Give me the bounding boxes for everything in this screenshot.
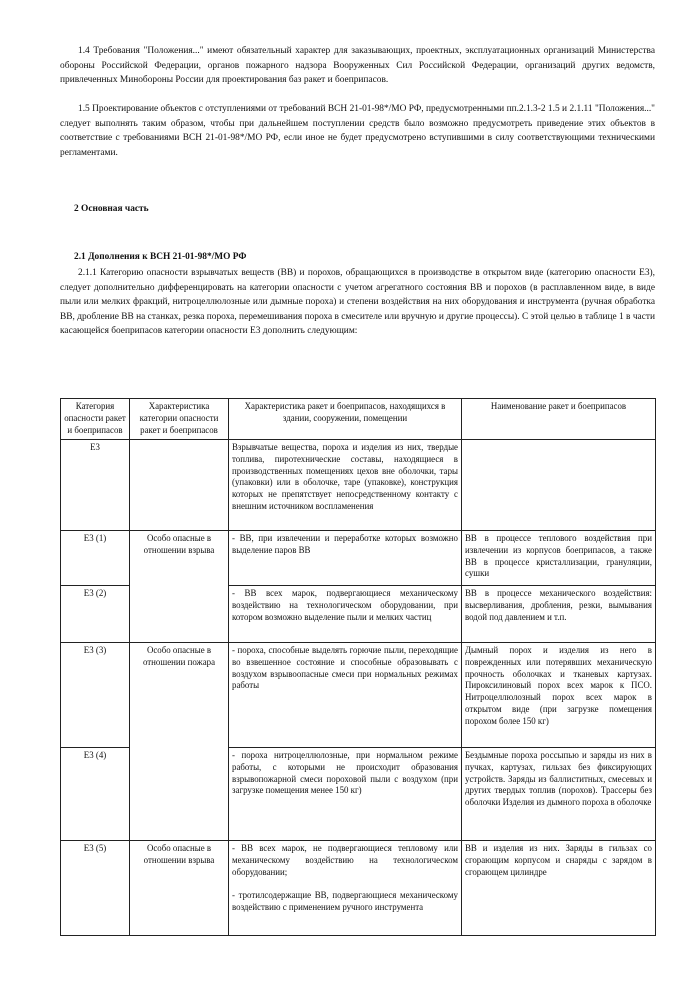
table-row [61,642,656,747]
row-description: - ВВ всех марок, не подвергающиеся тепловому или механическому воздействию на технологическом оборудовании; [232,842,458,877]
row-name: ВВ в процессе теплового воздействия при извлечении из корпусов боеприпасов, а также ВВ в процессе кристаллизации, грануляции, сушки [462,530,656,585]
row-category: Е3 (3) [61,642,130,747]
row-category: Е3 (5) [61,840,130,935]
row-name: ВВ в процессе механического воздействия: высверливания, дробления, резки, вымывания водой под давлением и т.п. [462,585,656,642]
row-description: - пороха нитроцеллюлозные, при нормальном режиме работы, с которыми не происходит образования взрывопожарной смеси пороховой пыли с воздухом (при загрузке помещения менее 150 кг) [229,747,462,840]
row-name: Дымный порох и изделия из него в поврежденных или потерявших механическую прочность оболочках и тканевых картузах. Пироксилиновый порох всех марок к ПСО. Нитроцеллюлозный порох всех марок в открытом виде (при загрузке помещения порохом более 150 кг) [462,642,656,747]
table-header-row [61,399,656,440]
row-description-second: - тротилсодержащие ВВ, подвергающиеся механическому воздействию с применением ручного инструмента [232,890,458,913]
row-characteristic: Особо опасные в отношении взрыва [130,530,229,642]
row-name [462,439,656,530]
row-category: Е3 (4) [61,747,130,840]
row-description: - пороха, способные выделять горючие пыли, переходящие во взвешенное состояние и способные образовывать с воздухом взрывоопасные смеси при нормальных режимах работы [229,642,462,747]
row-category: Е3 (2) [61,585,130,642]
row-description-cell [229,840,462,935]
row-category: Е3 [61,439,130,530]
row-name: Бездымные пороха россыпью и заряды из них в пучках, картузах, гильзах без фиксирующих устройств. Заряды из баллиститных, смесевых и других твердых топлив (порохов). Трассеры без оболочки Изделия из дымного пороха в оболочке [462,747,656,840]
section-heading-2: 2 Основная часть [74,204,149,214]
row-characteristic [130,439,229,530]
paragraph-2-1-1: 2.1.1 Категорию опасности взрывчатых веществ (ВВ) и порохов, обращающихся в производстве в открытом виде (категорию опасности Е3), следует дополнительно дифференцировать на категории опасности с учетом агрегатного состояния ВВ и порохов (в расплавленном виде, в виде пыли или мелких фракций, нитроцеллюлозные или дымные порохa) и степени воздействия на них оборудования и инструмента (ручная обработка ВВ, дробление ВВ на станках, резка пороха, перемешивания пороха в смесителе или вручную и другие процессы). С этой целью в таблице 1 в части касающейся боеприпасов категории опасности Е3 дополнить следующим: [60,268,655,337]
table-row [61,840,656,935]
paragraph-1-4: 1.4 Требования "Положения..." имеют обязательный характер для заказывающих, проектных, эксплуатационных организаций Министерства обороны Российской Федерации, органов пожарного надзора Вооруженных Сил Российской Федерации, организаций других ведомств, привлеченных Минобороны России для проектирования баз ракет и боеприпасов. [60,46,655,86]
section-heading-2-1: 2.1 Дополнения к ВСН 21-01-98*/МО РФ [74,252,247,262]
row-description: - ВВ всех марок, подвергающиеся механическому воздействию на технологическом оборудовании, при котором возможно выделение пыли и мелких частиц [229,585,462,642]
header-category: Категория опасности ракет и боеприпасов [61,399,130,440]
row-category: Е3 (1) [61,530,130,585]
header-category-characteristic: Характеристика категории опасности ракет и боеприпасов [130,399,229,440]
table-row [61,439,656,530]
row-characteristic: Особо опасные в отношении взрыва [130,840,229,935]
row-description: Взрывчатые вещества, пороха и изделия из них, твердые топлива, пиротехнические составы, находящиеся в производственных помещениях цехов вне оболочки, тары (упаковки) или в оболочке, таре (упаковке), конструкция которых не препятствует непосредственному контакту с внешним источником воспламенения [229,439,462,530]
paragraph-1-5: 1.5 Проектирование объектов с отступлениями от требований ВСН 21-01-98*/МО РФ, предусмотренными пп.2.1.3-2 1.5 и 2.1.11 "Положения..." следует выполнять таким образом, чтобы при дальнейшем поступлении средств было возможно предусмотреть приведение этих объектов в соответствие с требованиями ВСН 21-01-98*/МО РФ, если иное не будет предусмотрено вступившими в силу соответствующими техническими регламентами. [60,104,655,158]
header-munitions-characteristic: Характеристика ракет и боеприпасов, находящихся в здании, сооружении, помещении [229,399,462,440]
table-row [61,530,656,585]
row-name: ВВ и изделия из них. Заряды в гильзах со сгорающим корпусом и снаряды с зарядом в сгорающем цилиндре [462,840,656,935]
header-munitions-name: Наименование ракет и боеприпасов [462,399,656,440]
row-characteristic: Особо опасные в отношении пожара [130,642,229,840]
row-description: - ВВ, при извлечении и переработке которых возможно выделение паров ВВ [229,530,462,585]
hazard-category-table [60,398,656,936]
